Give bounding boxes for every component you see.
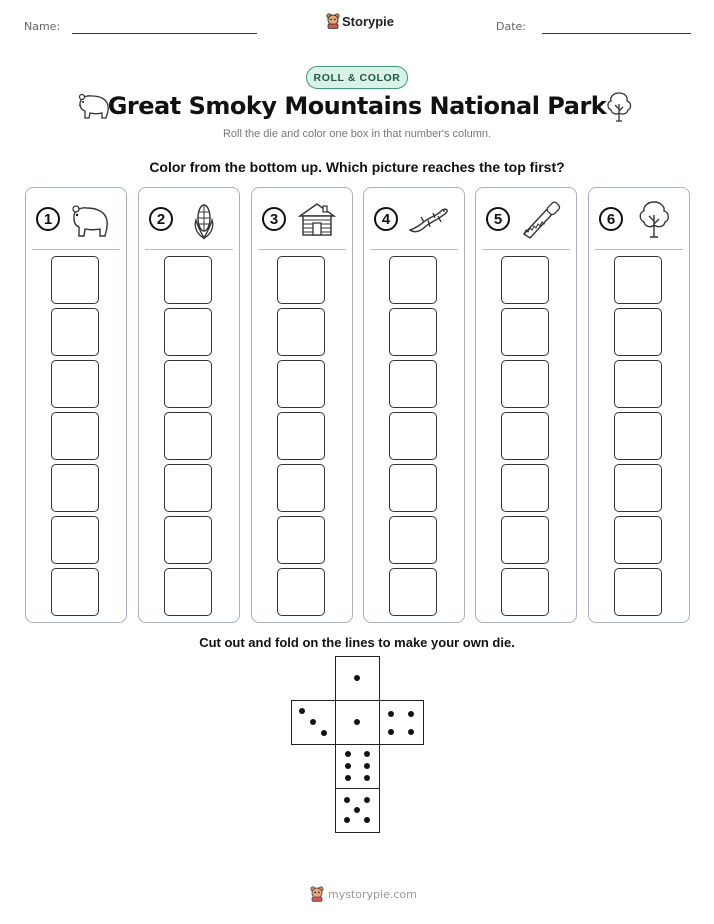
color-box[interactable] (501, 308, 549, 356)
die-pip (364, 751, 370, 757)
tree-icon (631, 200, 677, 240)
die-pip (321, 730, 327, 736)
date-label: Date: (496, 20, 526, 33)
saw-icon (518, 200, 564, 240)
die-pip (408, 729, 414, 735)
column-divider (482, 249, 570, 250)
color-box[interactable] (614, 308, 662, 356)
color-box[interactable] (277, 360, 325, 408)
color-box[interactable] (51, 464, 99, 512)
die-pip (364, 817, 370, 823)
column-divider (370, 249, 458, 250)
die-pip (345, 763, 351, 769)
salamander-icon (406, 200, 452, 240)
column-divider (595, 249, 683, 250)
color-box[interactable] (501, 464, 549, 512)
color-box[interactable] (164, 308, 212, 356)
page-title: Great Smoky Mountains National Park (107, 92, 607, 120)
color-box[interactable] (277, 464, 325, 512)
color-box[interactable] (51, 360, 99, 408)
column-number: 6 (599, 207, 623, 231)
corn-icon (181, 200, 227, 240)
color-box[interactable] (389, 360, 437, 408)
color-box[interactable] (51, 516, 99, 564)
name-line (72, 33, 257, 34)
die-face-1-center (335, 700, 380, 745)
die-face-6 (335, 744, 380, 789)
color-box[interactable] (614, 568, 662, 616)
column-2 (138, 187, 240, 623)
column-divider (145, 249, 233, 250)
brand-logo (326, 13, 394, 29)
die-face-4 (379, 700, 424, 745)
color-box[interactable] (51, 308, 99, 356)
color-box[interactable] (389, 568, 437, 616)
color-box[interactable] (277, 412, 325, 460)
color-box[interactable] (389, 256, 437, 304)
color-box[interactable] (277, 256, 325, 304)
column-6 (588, 187, 690, 623)
tree-icon (604, 90, 634, 124)
color-box[interactable] (51, 412, 99, 460)
die-pip (354, 807, 360, 813)
cut-instruction: Cut out and fold on the lines to make your own die. (199, 635, 515, 650)
footer (310, 886, 417, 902)
brand-name: Storypie (342, 13, 395, 29)
color-box[interactable] (389, 516, 437, 564)
color-box[interactable] (614, 412, 662, 460)
die-pip (299, 708, 305, 714)
color-box[interactable] (614, 464, 662, 512)
color-box[interactable] (501, 568, 549, 616)
color-box[interactable] (164, 360, 212, 408)
activity-badge: ROLL & COLOR (306, 66, 408, 89)
color-box[interactable] (501, 256, 549, 304)
column-3 (251, 187, 353, 623)
color-box[interactable] (501, 360, 549, 408)
die-pip (354, 675, 360, 681)
color-box[interactable] (614, 516, 662, 564)
name-label: Name: (24, 20, 61, 33)
color-box[interactable] (51, 256, 99, 304)
column-divider (258, 249, 346, 250)
color-box[interactable] (501, 412, 549, 460)
die-pip (388, 711, 394, 717)
color-box[interactable] (277, 568, 325, 616)
subtitle: Roll the die and color one box in that number's column. (222, 128, 492, 140)
color-box[interactable] (389, 412, 437, 460)
die-pip (345, 775, 351, 781)
color-box[interactable] (389, 308, 437, 356)
die-face-3 (291, 700, 336, 745)
column-4 (363, 187, 465, 623)
color-box[interactable] (277, 516, 325, 564)
color-box[interactable] (614, 256, 662, 304)
color-box[interactable] (51, 568, 99, 616)
column-number: 4 (374, 207, 398, 231)
column-number: 5 (486, 207, 510, 231)
color-box[interactable] (614, 360, 662, 408)
die-pip (408, 711, 414, 717)
bear-icon (68, 200, 114, 240)
column-number: 1 (36, 207, 60, 231)
die-pip (345, 751, 351, 757)
die-face-5 (335, 788, 380, 833)
color-box[interactable] (501, 516, 549, 564)
die-pip (344, 817, 350, 823)
die-pip (310, 719, 316, 725)
column-1 (25, 187, 127, 623)
column-number: 3 (262, 207, 286, 231)
color-box[interactable] (164, 412, 212, 460)
die-pip (344, 797, 350, 803)
column-divider (32, 249, 120, 250)
die-pip (364, 775, 370, 781)
storypie-bear-logo (310, 886, 324, 902)
die-pip (364, 763, 370, 769)
color-box[interactable] (164, 256, 212, 304)
color-box[interactable] (164, 516, 212, 564)
column-number: 2 (149, 207, 173, 231)
cabin-icon (294, 200, 340, 240)
die-pip (364, 797, 370, 803)
color-box[interactable] (164, 568, 212, 616)
footer-url: mystorypie.com (328, 887, 417, 901)
color-box[interactable] (164, 464, 212, 512)
column-5 (475, 187, 577, 623)
color-box[interactable] (277, 308, 325, 356)
die-face-1 (335, 656, 380, 701)
instruction: Color from the bottom up. Which picture reaches the top first? (149, 159, 565, 175)
storypie-bear-logo (326, 13, 340, 29)
date-line (542, 33, 691, 34)
die-pip (388, 729, 394, 735)
color-box[interactable] (389, 464, 437, 512)
die-pip (354, 719, 360, 725)
